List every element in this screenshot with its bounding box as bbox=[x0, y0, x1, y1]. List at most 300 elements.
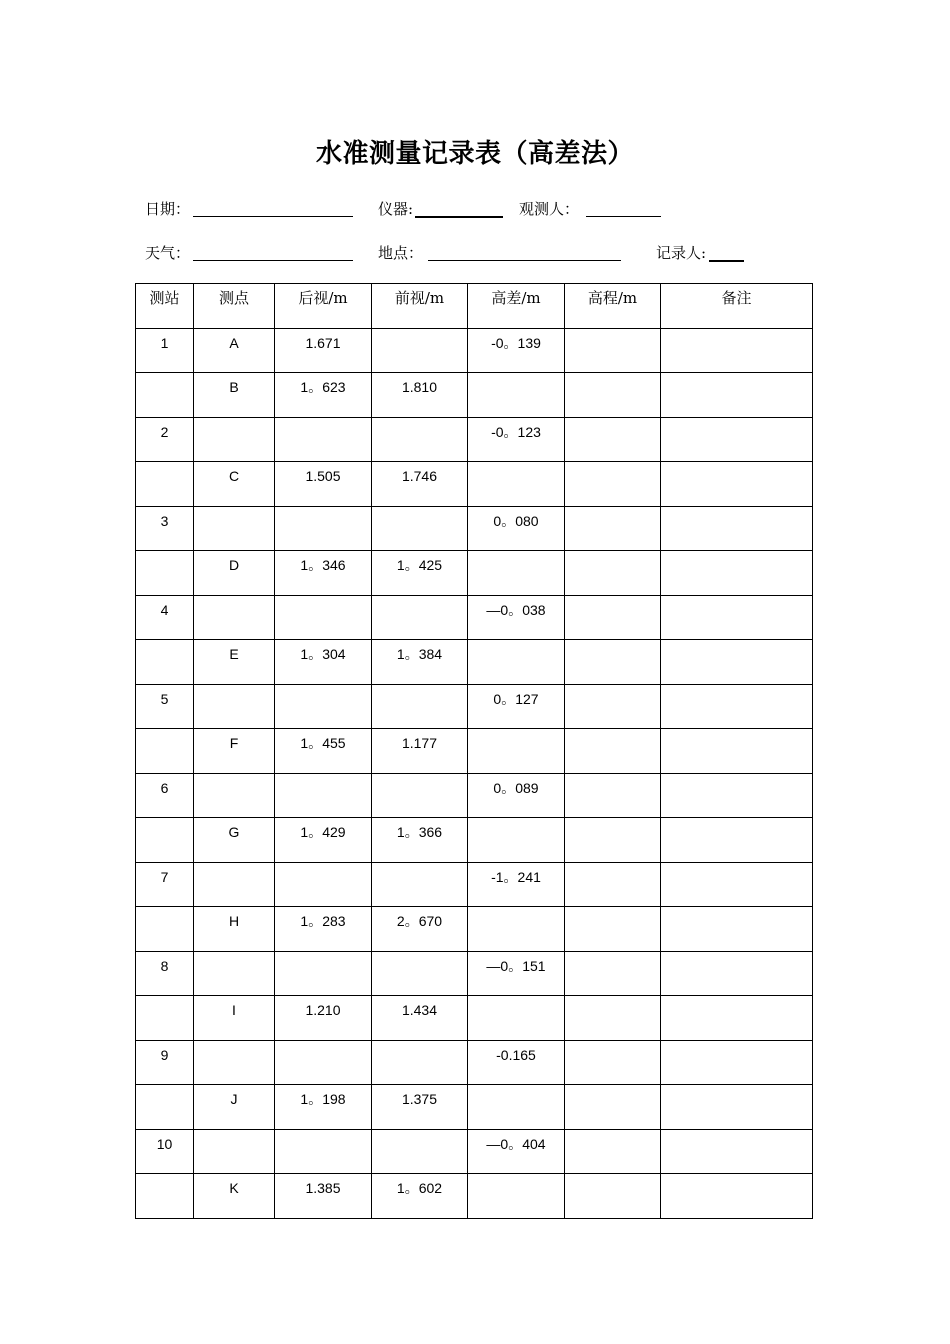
station-cell-value: 7 bbox=[160, 868, 169, 885]
foresight-cell-value bbox=[372, 952, 467, 959]
foresight-cell-value bbox=[372, 418, 467, 425]
remarks-cell[interactable] bbox=[661, 595, 813, 640]
remarks-cell[interactable] bbox=[661, 951, 813, 996]
elevation-cell-value bbox=[565, 685, 660, 692]
header-remarks bbox=[661, 284, 813, 329]
elevation-cell-value bbox=[565, 818, 660, 825]
remarks-cell[interactable] bbox=[661, 773, 813, 818]
height-diff-cell[interactable] bbox=[468, 996, 565, 1041]
station-cell-value: 9 bbox=[160, 1046, 169, 1063]
station-cell[interactable] bbox=[136, 818, 194, 863]
point-cell[interactable] bbox=[194, 951, 275, 996]
point-cell-value bbox=[194, 1041, 274, 1048]
foresight-cell-value: 1。425 bbox=[396, 557, 443, 573]
elevation-cell[interactable] bbox=[565, 417, 661, 462]
remarks-cell-value bbox=[661, 1130, 812, 1137]
foresight-cell-value: 1.810 bbox=[401, 379, 438, 395]
table-row bbox=[136, 1129, 813, 1174]
remarks-cell[interactable] bbox=[661, 1174, 813, 1219]
foresight-cell-value: 1.375 bbox=[401, 1091, 438, 1107]
station-cell-value bbox=[136, 1174, 193, 1181]
height-diff-cell[interactable] bbox=[468, 862, 565, 907]
height-diff-cell-value: 0。127 bbox=[493, 690, 539, 707]
point-cell-value bbox=[194, 952, 274, 959]
station-cell[interactable] bbox=[136, 506, 194, 551]
table-row bbox=[136, 417, 813, 462]
table-row bbox=[136, 862, 813, 907]
backsight-cell-value bbox=[275, 863, 371, 870]
height-diff-cell-value: 0。080 bbox=[493, 512, 539, 529]
foresight-cell[interactable] bbox=[372, 907, 468, 952]
backsight-cell[interactable] bbox=[275, 996, 372, 1041]
station-cell[interactable] bbox=[136, 417, 194, 462]
point-cell-value bbox=[194, 507, 274, 514]
elevation-cell[interactable] bbox=[565, 551, 661, 596]
foresight-cell-value bbox=[372, 685, 467, 692]
station-cell-value bbox=[136, 907, 193, 914]
backsight-cell[interactable] bbox=[275, 1129, 372, 1174]
instrument-label: 仪器: bbox=[378, 200, 414, 218]
point-cell[interactable] bbox=[194, 996, 275, 1041]
point-cell-value bbox=[194, 774, 274, 781]
foresight-cell-value bbox=[372, 329, 467, 336]
remarks-cell-value bbox=[661, 774, 812, 781]
backsight-cell-value bbox=[275, 507, 371, 514]
table-row bbox=[136, 506, 813, 551]
backsight-cell[interactable] bbox=[275, 951, 372, 996]
backsight-cell-value bbox=[275, 952, 371, 959]
elevation-cell-value bbox=[565, 373, 660, 380]
remarks-cell[interactable] bbox=[661, 417, 813, 462]
point-cell[interactable] bbox=[194, 907, 275, 952]
elevation-cell[interactable] bbox=[565, 862, 661, 907]
meta-line-1 bbox=[0, 198, 950, 222]
backsight-cell-value bbox=[275, 418, 371, 425]
header-elevation bbox=[565, 284, 661, 329]
elevation-cell-value bbox=[565, 640, 660, 647]
point-cell-value: D bbox=[228, 557, 240, 573]
foresight-cell[interactable] bbox=[372, 640, 468, 685]
remarks-cell-value bbox=[661, 952, 812, 959]
foresight-cell[interactable] bbox=[372, 773, 468, 818]
backsight-cell-value: 1.505 bbox=[305, 468, 341, 484]
remarks-cell-value bbox=[661, 640, 812, 647]
point-cell-value bbox=[194, 596, 274, 603]
foresight-cell[interactable] bbox=[372, 328, 468, 373]
header-backsight bbox=[275, 284, 372, 329]
station-cell[interactable] bbox=[136, 595, 194, 640]
station-cell-value bbox=[136, 818, 193, 825]
station-cell-value bbox=[136, 996, 193, 1003]
elevation-cell-value bbox=[565, 1085, 660, 1092]
elevation-cell-value bbox=[565, 729, 660, 736]
height-diff-cell[interactable] bbox=[468, 684, 565, 729]
height-diff-cell[interactable] bbox=[468, 640, 565, 685]
height-diff-cell-value: -0.165 bbox=[496, 1046, 536, 1063]
station-cell[interactable] bbox=[136, 907, 194, 952]
observer-field[interactable] bbox=[586, 216, 661, 217]
remarks-cell[interactable] bbox=[661, 1040, 813, 1085]
header-point bbox=[194, 284, 275, 329]
table-row bbox=[136, 907, 813, 952]
backsight-cell[interactable] bbox=[275, 328, 372, 373]
foresight-cell[interactable] bbox=[372, 951, 468, 996]
header-height-diff bbox=[468, 284, 565, 329]
header-point-label: 测点 bbox=[218, 289, 249, 307]
foresight-cell-value: 1.434 bbox=[401, 1002, 438, 1018]
station-cell-value: 6 bbox=[160, 779, 169, 796]
elevation-cell[interactable] bbox=[565, 1040, 661, 1085]
height-diff-cell[interactable] bbox=[468, 328, 565, 373]
foresight-cell[interactable] bbox=[372, 506, 468, 551]
remarks-cell[interactable] bbox=[661, 328, 813, 373]
elevation-cell[interactable] bbox=[565, 907, 661, 952]
foresight-cell[interactable] bbox=[372, 1129, 468, 1174]
elevation-cell-value bbox=[565, 1041, 660, 1048]
point-cell-value bbox=[194, 863, 274, 870]
foresight-cell-value bbox=[372, 774, 467, 781]
foresight-cell[interactable] bbox=[372, 1085, 468, 1130]
backsight-cell[interactable] bbox=[275, 773, 372, 818]
elevation-cell-value bbox=[565, 596, 660, 603]
height-diff-cell-value bbox=[468, 551, 564, 558]
backsight-cell[interactable] bbox=[275, 417, 372, 462]
height-diff-cell-value bbox=[468, 373, 564, 380]
remarks-cell[interactable] bbox=[661, 862, 813, 907]
height-diff-cell[interactable] bbox=[468, 1129, 565, 1174]
point-cell-value bbox=[194, 1130, 274, 1137]
station-cell[interactable] bbox=[136, 1040, 194, 1085]
height-diff-cell[interactable] bbox=[468, 462, 565, 507]
point-cell[interactable] bbox=[194, 595, 275, 640]
point-cell-value: K bbox=[229, 1180, 239, 1196]
elevation-cell[interactable] bbox=[565, 1085, 661, 1130]
table-row bbox=[136, 773, 813, 818]
foresight-cell[interactable] bbox=[372, 729, 468, 774]
height-diff-cell-value bbox=[468, 996, 564, 1003]
elevation-cell-value bbox=[565, 863, 660, 870]
remarks-cell[interactable] bbox=[661, 729, 813, 774]
station-cell-value bbox=[136, 729, 193, 736]
foresight-cell[interactable] bbox=[372, 551, 468, 596]
foresight-cell-value: 1.746 bbox=[401, 468, 438, 484]
point-cell[interactable] bbox=[194, 729, 275, 774]
foresight-cell-value bbox=[372, 1041, 467, 1048]
station-cell-value: 1 bbox=[160, 334, 169, 351]
recorder-label: 记录人: bbox=[656, 244, 707, 262]
station-cell-value: 5 bbox=[160, 690, 169, 707]
remarks-cell-value bbox=[661, 818, 812, 825]
point-cell-value: C bbox=[228, 468, 240, 484]
height-diff-cell[interactable] bbox=[468, 773, 565, 818]
station-cell[interactable] bbox=[136, 1085, 194, 1130]
table-row bbox=[136, 373, 813, 418]
elevation-cell-value bbox=[565, 329, 660, 336]
elevation-cell[interactable] bbox=[565, 1129, 661, 1174]
page-title: 水准测量记录表（高差法） bbox=[315, 139, 634, 169]
station-cell-value: 8 bbox=[160, 957, 169, 974]
table-row bbox=[136, 951, 813, 996]
station-cell-value: 2 bbox=[160, 423, 169, 440]
station-cell[interactable] bbox=[136, 996, 194, 1041]
table-row bbox=[136, 729, 813, 774]
elevation-cell-value bbox=[565, 1130, 660, 1137]
height-diff-cell-value bbox=[468, 729, 564, 736]
backsight-cell[interactable] bbox=[275, 1040, 372, 1085]
location-field[interactable] bbox=[428, 260, 621, 261]
height-diff-cell[interactable] bbox=[468, 951, 565, 996]
backsight-cell[interactable] bbox=[275, 729, 372, 774]
header-elevation-label: 高程/m bbox=[587, 289, 638, 307]
point-cell[interactable] bbox=[194, 684, 275, 729]
elevation-cell-value bbox=[565, 996, 660, 1003]
elevation-cell-value bbox=[565, 952, 660, 959]
point-cell[interactable] bbox=[194, 1085, 275, 1130]
height-diff-cell[interactable] bbox=[468, 417, 565, 462]
elevation-cell[interactable] bbox=[565, 328, 661, 373]
backsight-cell[interactable] bbox=[275, 551, 372, 596]
remarks-cell-value bbox=[661, 907, 812, 914]
backsight-cell-value: 1。346 bbox=[300, 557, 346, 573]
station-cell[interactable] bbox=[136, 551, 194, 596]
table-row bbox=[136, 328, 813, 373]
height-diff-cell[interactable] bbox=[468, 907, 565, 952]
height-diff-cell[interactable] bbox=[468, 551, 565, 596]
foresight-cell[interactable] bbox=[372, 1174, 468, 1219]
height-diff-cell-value: -1。241 bbox=[491, 868, 541, 885]
height-diff-cell-value: -0。139 bbox=[491, 334, 541, 351]
backsight-cell-value bbox=[275, 774, 371, 781]
station-cell[interactable] bbox=[136, 773, 194, 818]
remarks-cell[interactable] bbox=[661, 996, 813, 1041]
table-row bbox=[136, 996, 813, 1041]
remarks-cell-value bbox=[661, 863, 812, 870]
height-diff-cell-value: -0。123 bbox=[491, 423, 541, 440]
foresight-cell[interactable] bbox=[372, 818, 468, 863]
height-diff-cell[interactable] bbox=[468, 506, 565, 551]
elevation-cell-value bbox=[565, 1174, 660, 1181]
header-station-label: 测站 bbox=[149, 289, 180, 307]
foresight-cell[interactable] bbox=[372, 684, 468, 729]
point-cell-value: G bbox=[228, 824, 240, 840]
remarks-cell[interactable] bbox=[661, 818, 813, 863]
height-diff-cell-value bbox=[468, 640, 564, 647]
elevation-cell-value bbox=[565, 418, 660, 425]
station-cell[interactable] bbox=[136, 1129, 194, 1174]
backsight-cell[interactable] bbox=[275, 1085, 372, 1130]
header-remarks-label: 备注 bbox=[721, 289, 752, 307]
backsight-cell[interactable] bbox=[275, 373, 372, 418]
foresight-cell-value: 1。384 bbox=[396, 646, 443, 662]
foresight-cell[interactable] bbox=[372, 462, 468, 507]
elevation-cell[interactable] bbox=[565, 684, 661, 729]
elevation-cell[interactable] bbox=[565, 640, 661, 685]
elevation-cell[interactable] bbox=[565, 373, 661, 418]
station-cell[interactable] bbox=[136, 684, 194, 729]
height-diff-cell[interactable] bbox=[468, 595, 565, 640]
station-cell[interactable] bbox=[136, 1174, 194, 1219]
elevation-cell-value bbox=[565, 774, 660, 781]
remarks-cell-value bbox=[661, 1085, 812, 1092]
table-row bbox=[136, 595, 813, 640]
date-label: 日期： bbox=[145, 200, 191, 218]
point-cell-value bbox=[194, 418, 274, 425]
remarks-cell[interactable] bbox=[661, 907, 813, 952]
table-row bbox=[136, 1085, 813, 1130]
foresight-cell[interactable] bbox=[372, 1040, 468, 1085]
observer-label: 观测人： bbox=[519, 200, 580, 218]
backsight-cell[interactable] bbox=[275, 684, 372, 729]
elevation-cell[interactable] bbox=[565, 462, 661, 507]
height-diff-cell-value bbox=[468, 462, 564, 469]
elevation-cell[interactable] bbox=[565, 729, 661, 774]
foresight-cell-value: 1。366 bbox=[396, 824, 443, 840]
height-diff-cell-value: —0。038 bbox=[486, 601, 546, 618]
remarks-cell-value bbox=[661, 329, 812, 336]
station-cell[interactable] bbox=[136, 729, 194, 774]
weather-field[interactable] bbox=[193, 260, 353, 261]
point-cell[interactable] bbox=[194, 551, 275, 596]
remarks-cell-value bbox=[661, 729, 812, 736]
point-cell-value: B bbox=[229, 379, 239, 395]
elevation-cell[interactable] bbox=[565, 818, 661, 863]
table-row bbox=[136, 1174, 813, 1219]
backsight-cell-value: 1。455 bbox=[300, 735, 346, 751]
foresight-cell[interactable] bbox=[372, 595, 468, 640]
backsight-cell[interactable] bbox=[275, 1174, 372, 1219]
header-backsight-label: 后视/m bbox=[298, 289, 348, 307]
meta-line-2 bbox=[0, 242, 950, 266]
backsight-cell[interactable] bbox=[275, 862, 372, 907]
foresight-cell-value bbox=[372, 863, 467, 870]
table-row bbox=[136, 684, 813, 729]
backsight-cell-value: 1。304 bbox=[300, 646, 346, 662]
elevation-cell-value bbox=[565, 551, 660, 558]
table-header-row bbox=[136, 284, 813, 329]
point-cell[interactable] bbox=[194, 818, 275, 863]
remarks-cell-value bbox=[661, 996, 812, 1003]
remarks-cell-value bbox=[661, 1174, 812, 1181]
backsight-cell[interactable] bbox=[275, 640, 372, 685]
point-cell[interactable] bbox=[194, 862, 275, 907]
foresight-cell[interactable] bbox=[372, 373, 468, 418]
remarks-cell[interactable] bbox=[661, 373, 813, 418]
foresight-cell[interactable] bbox=[372, 417, 468, 462]
point-cell-value: F bbox=[229, 735, 239, 751]
backsight-cell-value bbox=[275, 1130, 371, 1137]
header-station bbox=[136, 284, 194, 329]
point-cell-value: I bbox=[232, 1002, 236, 1018]
header-foresight-label: 前视/m bbox=[394, 289, 445, 307]
point-cell[interactable] bbox=[194, 1174, 275, 1219]
point-cell-value: E bbox=[229, 646, 239, 662]
elevation-cell-value bbox=[565, 507, 660, 514]
elevation-cell[interactable] bbox=[565, 595, 661, 640]
point-cell[interactable] bbox=[194, 328, 275, 373]
point-cell[interactable] bbox=[194, 506, 275, 551]
height-diff-cell[interactable] bbox=[468, 373, 565, 418]
elevation-cell[interactable] bbox=[565, 1174, 661, 1219]
backsight-cell[interactable] bbox=[275, 462, 372, 507]
backsight-cell[interactable] bbox=[275, 595, 372, 640]
backsight-cell-value: 1.210 bbox=[305, 1002, 341, 1018]
remarks-cell-value bbox=[661, 551, 812, 558]
remarks-cell[interactable] bbox=[661, 640, 813, 685]
foresight-cell-value: 1。602 bbox=[396, 1180, 443, 1196]
point-cell[interactable] bbox=[194, 640, 275, 685]
point-cell[interactable] bbox=[194, 417, 275, 462]
station-cell[interactable] bbox=[136, 862, 194, 907]
foresight-cell[interactable] bbox=[372, 996, 468, 1041]
backsight-cell[interactable] bbox=[275, 818, 372, 863]
elevation-cell[interactable] bbox=[565, 773, 661, 818]
remarks-cell-value bbox=[661, 1041, 812, 1048]
table-row bbox=[136, 1040, 813, 1085]
backsight-cell-value: 1。623 bbox=[300, 379, 346, 395]
elevation-cell[interactable] bbox=[565, 506, 661, 551]
remarks-cell-value bbox=[661, 373, 812, 380]
remarks-cell[interactable] bbox=[661, 462, 813, 507]
foresight-cell-value: 1.177 bbox=[401, 735, 438, 751]
remarks-cell[interactable] bbox=[661, 1129, 813, 1174]
point-cell[interactable] bbox=[194, 1129, 275, 1174]
backsight-cell-value bbox=[275, 685, 371, 692]
station-cell[interactable] bbox=[136, 462, 194, 507]
remarks-cell[interactable] bbox=[661, 684, 813, 729]
station-cell[interactable] bbox=[136, 640, 194, 685]
station-cell[interactable] bbox=[136, 951, 194, 996]
station-cell[interactable] bbox=[136, 373, 194, 418]
remarks-cell[interactable] bbox=[661, 1085, 813, 1130]
backsight-cell-value: 1。429 bbox=[300, 824, 346, 840]
elevation-cell[interactable] bbox=[565, 951, 661, 996]
foresight-cell-value bbox=[372, 596, 467, 603]
height-diff-cell-value bbox=[468, 1174, 564, 1181]
height-diff-cell[interactable] bbox=[468, 818, 565, 863]
foresight-cell-value bbox=[372, 507, 467, 514]
point-cell[interactable] bbox=[194, 462, 275, 507]
height-diff-cell[interactable] bbox=[468, 1174, 565, 1219]
remarks-cell-value bbox=[661, 418, 812, 425]
height-diff-cell[interactable] bbox=[468, 729, 565, 774]
station-cell[interactable] bbox=[136, 328, 194, 373]
table-row bbox=[136, 551, 813, 596]
height-diff-cell[interactable] bbox=[468, 1085, 565, 1130]
foresight-cell[interactable] bbox=[372, 862, 468, 907]
table-row bbox=[136, 818, 813, 863]
elevation-cell[interactable] bbox=[565, 996, 661, 1041]
station-cell-value bbox=[136, 640, 193, 647]
point-cell[interactable] bbox=[194, 1040, 275, 1085]
point-cell[interactable] bbox=[194, 373, 275, 418]
backsight-cell[interactable] bbox=[275, 506, 372, 551]
height-diff-cell-value bbox=[468, 907, 564, 914]
backsight-cell[interactable] bbox=[275, 907, 372, 952]
recorder-field[interactable] bbox=[709, 260, 744, 262]
station-cell-value: 3 bbox=[160, 512, 169, 529]
point-cell-value bbox=[194, 685, 274, 692]
table-row bbox=[136, 640, 813, 685]
remarks-cell-value bbox=[661, 685, 812, 692]
height-diff-cell[interactable] bbox=[468, 1040, 565, 1085]
station-cell-value bbox=[136, 1085, 193, 1092]
weather-label: 天气： bbox=[145, 244, 191, 262]
remarks-cell[interactable] bbox=[661, 506, 813, 551]
date-field[interactable] bbox=[193, 216, 353, 217]
point-cell[interactable] bbox=[194, 773, 275, 818]
instrument-field[interactable] bbox=[415, 216, 503, 218]
remarks-cell[interactable] bbox=[661, 551, 813, 596]
